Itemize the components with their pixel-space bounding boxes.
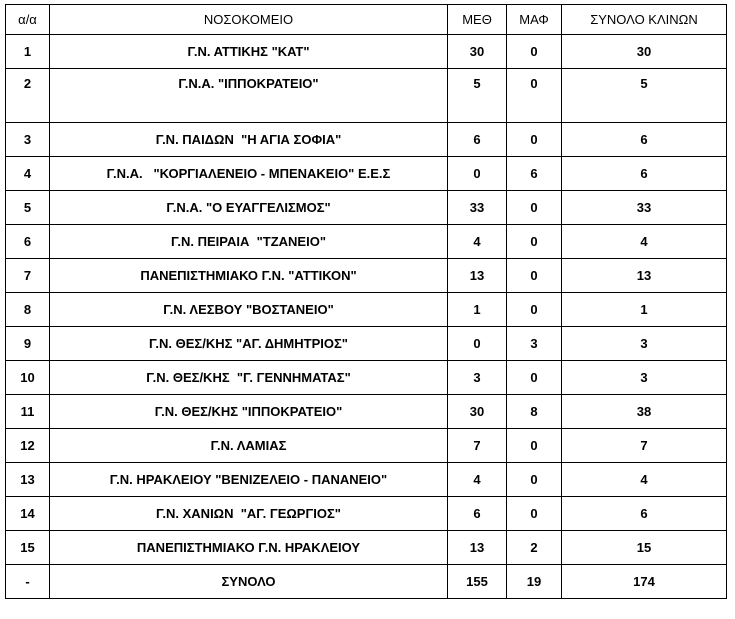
table-row — [6, 35, 727, 69]
total-index: - — [6, 565, 50, 599]
row-total: 6 — [562, 123, 727, 157]
row-icu: 6 — [448, 123, 507, 157]
total-icu: 155 — [448, 565, 507, 599]
row-nicu: 3 — [507, 327, 562, 361]
row-hospital: Γ.Ν.Α. "ΙΠΠΟΚΡΑΤΕΙΟ" — [50, 69, 448, 123]
row-icu: 4 — [448, 225, 507, 259]
row-nicu: 0 — [507, 191, 562, 225]
total-beds: 174 — [562, 565, 727, 599]
row-index: 9 — [6, 327, 50, 361]
table-row — [6, 531, 727, 565]
row-total: 1 — [562, 293, 727, 327]
row-nicu: 0 — [507, 259, 562, 293]
row-nicu: 0 — [507, 497, 562, 531]
header-hospital: ΝΟΣΟΚΟΜΕΙΟ — [50, 5, 448, 35]
row-index: 2 — [6, 69, 50, 123]
row-nicu: 8 — [507, 395, 562, 429]
row-nicu: 0 — [507, 35, 562, 69]
row-nicu: 0 — [507, 123, 562, 157]
row-hospital: Γ.Ν. ΘΕΣ/ΚΗΣ "ΑΓ. ΔΗΜΗΤΡΙΟΣ" — [50, 327, 448, 361]
header-nicu: ΜΑΦ — [507, 5, 562, 35]
header-total-beds: ΣΥΝΟΛΟ ΚΛΙΝΩΝ — [562, 5, 727, 35]
row-total: 6 — [562, 157, 727, 191]
total-row — [6, 565, 727, 599]
row-nicu: 0 — [507, 293, 562, 327]
row-index: 12 — [6, 429, 50, 463]
table-row — [6, 259, 727, 293]
row-nicu: 0 — [507, 361, 562, 395]
row-icu: 0 — [448, 157, 507, 191]
row-index: 7 — [6, 259, 50, 293]
row-index: 6 — [6, 225, 50, 259]
row-index: 4 — [6, 157, 50, 191]
row-total: 38 — [562, 395, 727, 429]
row-total: 30 — [562, 35, 727, 69]
row-icu: 33 — [448, 191, 507, 225]
table-row — [6, 463, 727, 497]
table-row — [6, 327, 727, 361]
row-hospital: ΠΑΝΕΠΙΣΤΗΜΙΑΚΟ Γ.Ν. "ΑΤΤΙΚΟΝ" — [50, 259, 448, 293]
row-index: 11 — [6, 395, 50, 429]
table-row — [6, 225, 727, 259]
row-total: 7 — [562, 429, 727, 463]
row-index: 14 — [6, 497, 50, 531]
table-row — [6, 429, 727, 463]
row-hospital: Γ.Ν.Α. "ΚΟΡΓΙΑΛΕΝΕΙΟ - ΜΠΕΝΑΚΕΙΟ" Ε.Ε.Σ — [50, 157, 448, 191]
row-hospital: Γ.Ν. ΧΑΝΙΩΝ "ΑΓ. ΓΕΩΡΓΙΟΣ" — [50, 497, 448, 531]
row-index: 1 — [6, 35, 50, 69]
row-hospital: Γ.Ν. ΘΕΣ/ΚΗΣ "Γ. ΓΕΝΝΗΜΑΤΑΣ" — [50, 361, 448, 395]
row-nicu: 2 — [507, 531, 562, 565]
row-total: 5 — [562, 69, 727, 123]
row-icu: 4 — [448, 463, 507, 497]
row-total: 4 — [562, 225, 727, 259]
row-nicu: 0 — [507, 225, 562, 259]
table-row — [6, 123, 727, 157]
row-hospital: Γ.Ν. ΗΡΑΚΛΕΙΟΥ "ΒΕΝΙΖΕΛΕΙΟ - ΠΑΝΑΝΕΙΟ" — [50, 463, 448, 497]
row-icu: 13 — [448, 259, 507, 293]
row-hospital: ΠΑΝΕΠΙΣΤΗΜΙΑΚΟ Γ.Ν. ΗΡΑΚΛΕΙΟΥ — [50, 531, 448, 565]
total-label: ΣΥΝΟΛΟ — [50, 565, 448, 599]
table-row — [6, 69, 727, 123]
row-hospital: Γ.Ν. ΠΑΙΔΩΝ "Η ΑΓΙΑ ΣΟΦΙΑ" — [50, 123, 448, 157]
row-total: 4 — [562, 463, 727, 497]
row-total: 15 — [562, 531, 727, 565]
row-icu: 1 — [448, 293, 507, 327]
total-nicu: 19 — [507, 565, 562, 599]
row-nicu: 6 — [507, 157, 562, 191]
row-index: 10 — [6, 361, 50, 395]
row-index: 5 — [6, 191, 50, 225]
header-icu: ΜΕΘ — [448, 5, 507, 35]
row-nicu: 0 — [507, 69, 562, 123]
row-hospital: Γ.Ν.Α. "Ο ΕΥΑΓΓΕΛΙΣΜΟΣ" — [50, 191, 448, 225]
header-index: α/α — [6, 5, 50, 35]
row-icu: 30 — [448, 395, 507, 429]
row-icu: 30 — [448, 35, 507, 69]
row-icu: 0 — [448, 327, 507, 361]
table-row — [6, 157, 727, 191]
row-index: 13 — [6, 463, 50, 497]
row-index: 8 — [6, 293, 50, 327]
row-hospital: Γ.Ν. ΠΕΙΡΑΙΑ "ΤΖΑΝΕΙΟ" — [50, 225, 448, 259]
row-total: 3 — [562, 361, 727, 395]
row-nicu: 0 — [507, 463, 562, 497]
row-hospital: Γ.Ν. ΛΕΣΒΟΥ "ΒΟΣΤΑΝΕΙΟ" — [50, 293, 448, 327]
table-row — [6, 395, 727, 429]
row-hospital: Γ.Ν. ΛΑΜΙΑΣ — [50, 429, 448, 463]
row-icu: 7 — [448, 429, 507, 463]
row-total: 6 — [562, 497, 727, 531]
hospital-beds-table — [5, 4, 727, 599]
row-icu: 6 — [448, 497, 507, 531]
table-row — [6, 361, 727, 395]
row-icu: 13 — [448, 531, 507, 565]
row-hospital: Γ.Ν. ΑΤΤΙΚΗΣ "ΚΑΤ" — [50, 35, 448, 69]
header-row — [6, 5, 727, 35]
table-row — [6, 497, 727, 531]
row-total: 3 — [562, 327, 727, 361]
table-row — [6, 191, 727, 225]
row-nicu: 0 — [507, 429, 562, 463]
row-icu: 5 — [448, 69, 507, 123]
row-hospital: Γ.Ν. ΘΕΣ/ΚΗΣ "ΙΠΠΟΚΡΑΤΕΙΟ" — [50, 395, 448, 429]
row-total: 33 — [562, 191, 727, 225]
table-row — [6, 293, 727, 327]
row-icu: 3 — [448, 361, 507, 395]
row-index: 3 — [6, 123, 50, 157]
row-index: 15 — [6, 531, 50, 565]
row-total: 13 — [562, 259, 727, 293]
